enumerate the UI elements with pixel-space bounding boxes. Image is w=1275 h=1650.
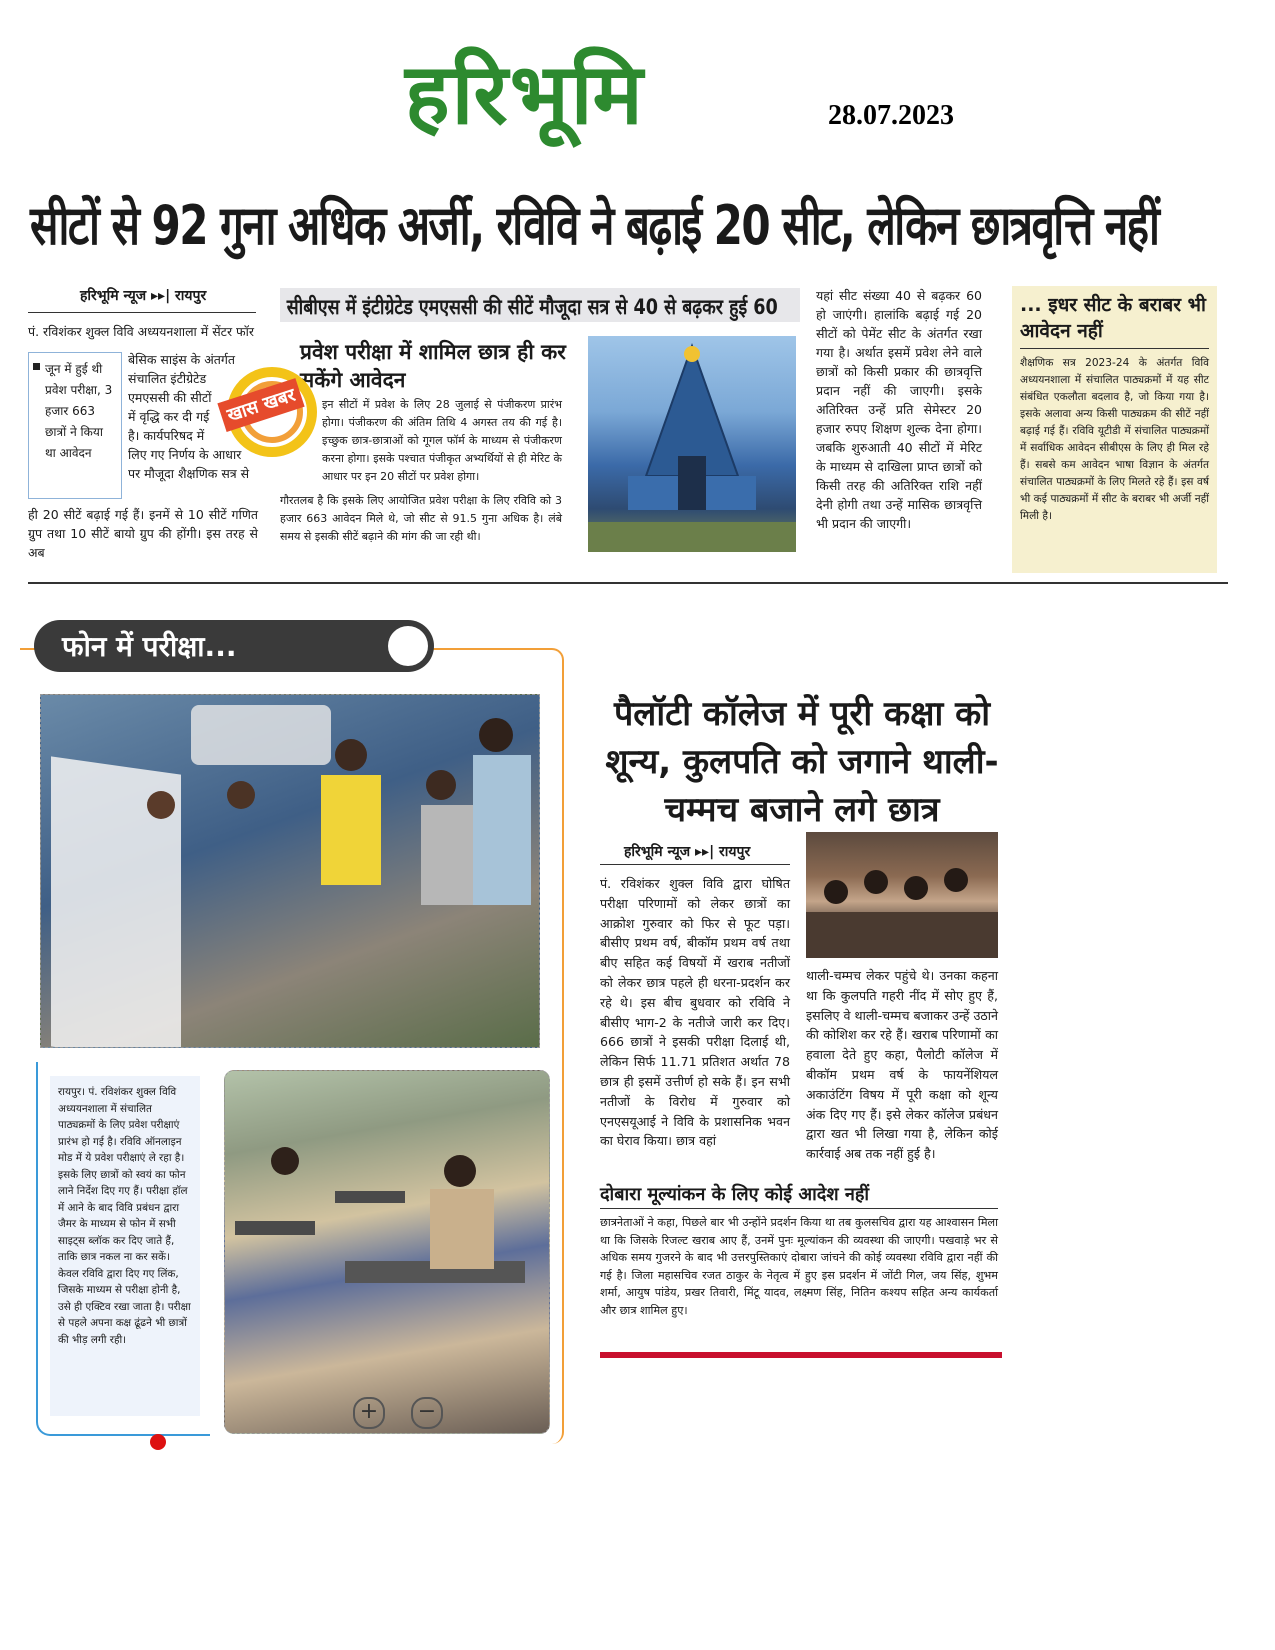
intro-line: लिए गए निर्णय के आधार <box>128 447 242 462</box>
phone-exam-title: फोन में परीक्षा... <box>62 630 237 663</box>
side-box-text: शैक्षणिक सत्र 2023-24 के अंतर्गत विवि अध्ययनशाला में संचालित पाठ्यक्रमों में यह सीट संबंधित एकलौता बदलाव है, जो किया गया है। इसके अलावा अन्य किसी पाठ्यक्रम की सीटें नहीं बढ़ाई गई हैं। रविवि यूटीडी में संचालित पाठ्यक्रमों में सर्वाधिक आवेदन सीबीएस के लिए ही मिल रहे हैं। सबसे कम आवेदन भाषा विज्ञान के अंतर्गत संचालित पाठ्यक्रमों के लिए मिलते रहे हैं। इस वर्ष भी कई पाठ्यक्रमों में सीट के बराबर भी अर्जी नहीं मिली है। <box>1020 357 1209 522</box>
exam-hall-photo <box>224 1070 550 1434</box>
byline-rule <box>28 312 256 313</box>
zoom-in-button[interactable]: + <box>353 1397 385 1429</box>
zoom-out-button[interactable]: − <box>411 1397 443 1429</box>
pelotti-byline: हरिभूमि न्यूज ▸▸| रायपुर <box>624 844 751 860</box>
intro-line: है। कार्यपरिषद में <box>128 428 205 443</box>
section-divider <box>28 582 1228 584</box>
main-intro-tail: ही 20 सीटें बढ़ाई गई हैं। इनमें से 10 सीटें गणित ग्रुप तथा 10 सीटें बायो ग्रुप की होंगी। इस तरह से अब <box>28 507 258 560</box>
intro-line: बेसिक साइंस के अंतर्गत <box>128 352 236 367</box>
pelotti-headline: पैलॉटी कॉलेज में पूरी कक्षा को शून्य, कुलपति को जगाने थाली-चम्मच बजाने लगे छात्र <box>605 694 999 830</box>
intro-line: एमएससी की सीटों <box>128 390 212 405</box>
pelotti-col1: पं. रविशंकर शुक्ल विवि द्वारा घोषित परीक्षा परिणामों को लेकर छात्रों का आक्रोश गुरुवार को फिर से फूट पड़ा। बीसीए प्रथम वर्ष, बीकॉम प्रथम वर्ष तथा बीए सहित कई विषयों में खराब नतीजों को लेकर छात्र पहले ही धरना-प्रदर्शन कर रहे थे। इस बीच बुधवार को रविवि ने बीसीए भाग-2 के नतीजे जारी कर दिए। 666 छात्रों ने इसकी परीक्षा दिलाई थी, लेकिन सिर्फ 11.71 प्रतिशत अर्थात 78 छात्र ही इसमें उत्तीर्ण हो सके हैं। इन सभी नतीजों के विरोध में गुरुवार को एनएसयूआई ने विवि के प्रशासनिक भवन का घेराव किया। छात्र वहां <box>600 876 790 1149</box>
band-title: सीबीएस में इंटीग्रेटेड एमएससी की सीटें मौजूदा सत्र से 40 से बढ़कर हुई 60 <box>286 295 778 319</box>
red-dot-icon <box>150 1434 166 1450</box>
intro-line: पर मौजूदा शैक्षणिक सत्र से <box>128 466 250 481</box>
entrance-subhead: प्रवेश परीक्षा में शामिल छात्र ही कर सकेंगे आवेदन <box>300 340 566 392</box>
phone-exam-tab <box>34 620 434 672</box>
side-box-rule <box>1020 348 1209 349</box>
caption-text: रायपुर। पं. रविशंकर शुक्ल विवि अध्ययनशाला में संचालित पाठ्यक्रमों के लिए प्रवेश परीक्षाएं प्रारंभ हो गई है। रविवि ऑनलाइन मोड में ये प्रवेश परीक्षाएं ले रहा है। इसके लिए छात्रों को स्वयं का फोन लाने निर्देश दिए गए हैं। परीक्षा हॉल में आने के बाद विवि प्रबंधन द्वारा जैमर के माध्यम से फोन में सभी साइट्स ब्लॉक कर दिए जाते हैं, ताकि छात्र नकल ना कर सकें। केवल रविवि द्वारा दिए गए लिंक, जिसके माध्यम से परीक्षा होनी है, उसे ही एक्टिव रखा जाता है। परीक्षा से पहले अपना कक्ष ढूंढने भी छात्रों की भीड़ लगी रही। <box>58 1086 191 1346</box>
entrance-text-2: गौरतलब है कि इसके लिए आयोजित प्रवेश परीक्षा के लिए रविवि को 3 हजार 663 आवेदन मिले थे, जो सीट से 91.5 गुना अधिक है। लंबे समय से इसकी सीटें बढ़ाने की मांग की जा रही थी। <box>280 494 562 543</box>
badge-label: खास खबर <box>217 378 304 432</box>
section-band <box>280 288 800 322</box>
pelotti-tail: छात्रनेताओं ने कहा, पिछले बार भी उन्होंने प्रदर्शन किया था तब कुलसचिव द्वारा यह आश्वासन मिला था कि जिसके रिजल्ट खराब आए हैं, उनमें पुनः मूल्यांकन की व्यवस्था की जाएगी। पखवाड़े भर से अधिक समय गुजरने के बाद भी उत्तरपुस्तिकाएं दोबारा जांचने की कोई व्यवस्था रविवि द्वारा नहीं की गई है। जिला महासचिव रजत ठाकुर के नेतृत्व में हुए इस प्रदर्शन में जोंटी गिल, जय सिंह, शुभम शर्मा, आयुष पांडेय, प्रखर तिवारी, मिंटू यादव, लक्ष्मण सिंह, नितिन कश्यप सहित अन्य कार्यकर्ता और छात्र शामिल हुए। <box>600 1216 998 1317</box>
pelotti-red-bar <box>600 1352 1002 1358</box>
pelotti-byline-rule <box>600 864 790 865</box>
highlight-text <box>29 353 121 468</box>
protest-photo <box>806 832 998 958</box>
exam-hall-illustration-icon <box>225 1071 549 1433</box>
university-gate-photo <box>588 336 796 552</box>
gate-illustration-icon <box>588 336 796 552</box>
pelotti-subhead: दोबारा मूल्यांकन के लिए कोई आदेश नहीं <box>600 1182 998 1209</box>
main-headline: सीटों से 92 गुना अधिक अर्जी, रविवि ने बढ़ाई 20 सीट, लेकिन छात्रवृत्ति नहीं <box>30 194 1159 257</box>
issue-date: 28.07.2023 <box>828 100 954 131</box>
special-news-badge <box>222 362 322 462</box>
students-phone-photo <box>40 694 540 1048</box>
side-box-title: ... इधर सीट के बराबर भी आवेदन नहीं <box>1020 294 1206 342</box>
tab-circle-icon <box>388 626 428 666</box>
entrance-text: इन सीटों में प्रवेश के लिए 28 जुलाई से पंजीकरण प्रारंभ होगा। पंजीकरण की अंतिम तिथि 4 अगस्त तय की गई है। इच्छुक छात्र-छात्राओं को गूगल फॉर्म के माध्यम से पंजीकरण करना होगा। इसके पश्चात पंजीकृत अभ्यर्थियों से ही मेरिट के आधार पर इन 20 सीटों पर प्रवेश होगा। <box>322 398 562 483</box>
highlight-text-value: जून में हुई थी प्रवेश परीक्षा, 3 हजार 663 छात्रों ने किया था आवेदन <box>45 362 113 460</box>
caption-box <box>50 1076 200 1416</box>
intro-line: में वृद्धि कर दी गई <box>128 409 210 424</box>
highlight-box <box>28 352 122 499</box>
main-col3-text: यहां सीट संख्या 40 से बढ़कर 60 हो जाएंगी। हालांकि बढ़ाई गई 20 सीटों को पेमेंट सीट के अंतर्गत रखा गया है। अर्थात इसमें प्रवेश लेने वाले छात्रों को किसी प्रकार की छात्रवृत्ति प्रदान नहीं की जाएगी। इसके अतिरिक्त उन्हें प्रति सेमेस्टर 20 हजार रुपए शिक्षण शुल्क देना होगा। जबकि शुरुआती 40 सीटों में मेरिट के माध्यम से दाखिला प्राप्त छात्रों को किसी तरह की अतिरिक्त राशि नहीं देनी होगी तथा उन्हें मासिक छात्रवृत्ति भी प्रदान की जाएगी। <box>816 288 982 531</box>
bullet-icon <box>33 363 40 370</box>
side-box <box>1012 286 1217 573</box>
intro-line: संचालित इंटीग्रेटेड <box>128 371 207 386</box>
main-byline: हरिभूमि न्यूज ▸▸| रायपुर <box>80 288 207 304</box>
students-illustration-icon <box>41 695 539 1047</box>
protest-crowd-icon <box>806 832 998 958</box>
main-intro-full: पं. रविशंकर शुक्ल विवि अध्ययनशाला में सेंटर फॉर <box>28 324 255 339</box>
masthead-logo: हरिभूमि <box>405 45 645 143</box>
pelotti-col2: थाली-चम्मच लेकर पहुंचे थे। उनका कहना था कि कुलपति गहरी नींद में सोए हुए हैं, इसलिए वे थाली-चम्मच बजाकर उन्हें उठाने की कोशिश कर रहे हैं। खराब परिणामों का हवाला देते हुए कहा, पैलोटी कॉलेज में बीकॉम प्रथम वर्ष के फायनेंशियल अकाउंटिंग विषय में पूरी कक्षा को शून्य अंक दिए गए हैं। इसे लेकर कॉलेज प्रबंधन द्वारा खत भी लिखा गया है, लेकिन कोई कार्रवाई अब तक नहीं हुई है। <box>806 968 998 1162</box>
